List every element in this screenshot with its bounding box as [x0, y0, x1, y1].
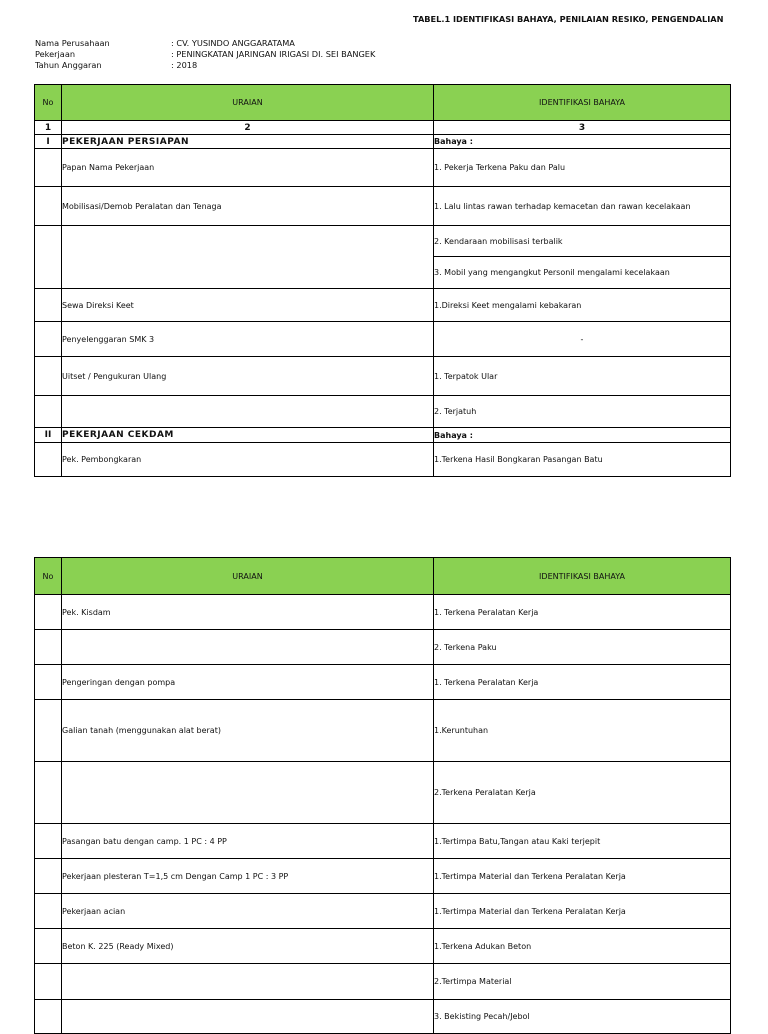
header-uraian: URAIAN: [62, 85, 434, 121]
meta-label: Nama Perusahaan: [35, 38, 110, 48]
row-uraian: Beton K. 225 (Ready Mixed): [62, 929, 434, 964]
meta-value: : CV. YUSINDO ANGGARATAMA: [171, 38, 295, 48]
row-hazard: 1.Tertimpa Batu,Tangan atau Kaki terjepit: [434, 824, 731, 859]
row-number: [35, 357, 62, 396]
row-number: [35, 665, 62, 700]
row-uraian: [62, 226, 434, 289]
row-hazard: 1. Pekerja Terkena Paku dan Palu: [434, 149, 731, 187]
row-hazard: 1. Lalu lintas rawan terhadap kemacetan dan rawan kecelakaan: [434, 187, 731, 226]
row-number: [35, 289, 62, 322]
header-no: No: [35, 85, 62, 121]
row-hazard: 1.Direksi Keet mengalami kebakaran: [434, 289, 731, 322]
section-hazard-label: Bahaya :: [434, 135, 731, 149]
row-uraian: Pasangan batu dengan camp. 1 PC : 4 PP: [62, 824, 434, 859]
row-uraian: Mobilisasi/Demob Peralatan dan Tenaga: [62, 187, 434, 226]
row-hazard: 2.Tertimpa Material: [434, 964, 731, 1000]
row-number: [35, 762, 62, 824]
document-meta: [35, 38, 375, 71]
table-row: [35, 226, 731, 257]
table-row: [35, 762, 731, 824]
row-uraian: [62, 630, 434, 665]
table-row: [35, 700, 731, 762]
row-hazard: 1.Keruntuhan: [434, 700, 731, 762]
row-hazard: 2. Terjatuh: [434, 396, 731, 428]
section-title: PEKERJAAN CEKDAM: [62, 428, 434, 443]
row-number: [35, 1000, 62, 1034]
row-uraian: [62, 396, 434, 428]
meta-row-year: [35, 60, 375, 71]
header-identifikasi: IDENTIFIKASI BAHAYA: [434, 558, 731, 595]
table-row: [35, 322, 731, 357]
table-row: [35, 894, 731, 929]
header-uraian: URAIAN: [62, 558, 434, 595]
row-hazard: 1.Tertimpa Material dan Terkena Peralatan Kerja: [434, 894, 731, 929]
row-number: [35, 964, 62, 1000]
table-row: [35, 396, 731, 428]
meta-label: Tahun Anggaran: [35, 60, 102, 70]
section-hazard-label: Bahaya :: [434, 428, 731, 443]
row-hazard: 1. Terkena Peralatan Kerja: [434, 595, 731, 630]
meta-label: Pekerjaan: [35, 49, 76, 59]
row-number: [35, 595, 62, 630]
row-uraian: [62, 762, 434, 824]
row-hazard: 2. Kendaraan mobilisasi terbalik: [434, 226, 731, 257]
hazard-table-1: [34, 84, 731, 477]
table-row: [35, 289, 731, 322]
row-hazard: 3. Bekisting Pecah/Jebol: [434, 1000, 731, 1034]
row-number: [35, 824, 62, 859]
row-number: [35, 859, 62, 894]
table-row: [35, 929, 731, 964]
table-row: [35, 443, 731, 477]
row-uraian: Pekerjaan plesteran T=1,5 cm Dengan Camp 1 PC : 3 PP: [62, 859, 434, 894]
table-header-row: [35, 558, 731, 595]
row-number: [35, 929, 62, 964]
table-header-row: [35, 85, 731, 121]
table-row: [35, 1000, 731, 1034]
section-row: [35, 135, 731, 149]
row-uraian: Sewa Direksi Keet: [62, 289, 434, 322]
header-no: No: [35, 558, 62, 595]
row-hazard: 1.Tertimpa Material dan Terkena Peralatan Kerja: [434, 859, 731, 894]
column-number: 2: [62, 121, 434, 135]
hazard-table-2: [34, 557, 731, 1034]
row-number: [35, 322, 62, 357]
table-row: [35, 665, 731, 700]
row-number: [35, 443, 62, 477]
row-uraian: [62, 1000, 434, 1034]
row-hazard: -: [434, 322, 731, 357]
row-uraian: Galian tanah (menggunakan alat berat): [62, 700, 434, 762]
row-hazard: 1.Terkena Adukan Beton: [434, 929, 731, 964]
row-hazard: 1. Terpatok Ular: [434, 357, 731, 396]
header-identifikasi: IDENTIFIKASI BAHAYA: [434, 85, 731, 121]
row-hazard: 1. Terkena Peralatan Kerja: [434, 665, 731, 700]
section-number: II: [35, 428, 62, 443]
table-row: [35, 824, 731, 859]
row-hazard: 1.Terkena Hasil Bongkaran Pasangan Batu: [434, 443, 731, 477]
section-number: I: [35, 135, 62, 149]
table-row: [35, 964, 731, 1000]
row-hazard: 2. Terkena Paku: [434, 630, 731, 665]
table-row: [35, 595, 731, 630]
row-uraian: Papan Nama Pekerjaan: [62, 149, 434, 187]
column-number: 1: [35, 121, 62, 135]
row-uraian: Pengeringan dengan pompa: [62, 665, 434, 700]
row-uraian: Pekerjaan acian: [62, 894, 434, 929]
row-hazard: 3. Mobil yang mengangkut Personil mengalami kecelakaan: [434, 257, 731, 289]
column-number: 3: [434, 121, 731, 135]
row-uraian: Uitset / Pengukuran Ulang: [62, 357, 434, 396]
table-row: [35, 630, 731, 665]
row-number: [35, 700, 62, 762]
section-row: [35, 428, 731, 443]
section-title: PEKERJAAN PERSIAPAN: [62, 135, 434, 149]
row-hazard: 2.Terkena Peralatan Kerja: [434, 762, 731, 824]
row-uraian: [62, 964, 434, 1000]
row-number: [35, 630, 62, 665]
row-number: [35, 149, 62, 187]
row-number: [35, 396, 62, 428]
table-row: [35, 357, 731, 396]
meta-row-company: [35, 38, 375, 49]
row-uraian: Pek. Kisdam: [62, 595, 434, 630]
meta-row-work: [35, 49, 375, 60]
row-number: [35, 187, 62, 226]
column-number-row: [35, 121, 731, 135]
row-number: [35, 226, 62, 289]
table-row: [35, 187, 731, 226]
row-uraian: Pek. Pembongkaran: [62, 443, 434, 477]
table-row: [35, 859, 731, 894]
document-title: TABEL.1 IDENTIFIKASI BAHAYA, PENILAIAN RESIKO, PENGENDALIAN: [413, 14, 724, 24]
meta-value: : PENINGKATAN JARINGAN IRIGASI DI. SEI BANGEK: [171, 49, 376, 59]
row-number: [35, 894, 62, 929]
table-row: [35, 149, 731, 187]
meta-value: : 2018: [171, 60, 198, 70]
row-uraian: Penyelenggaran SMK 3: [62, 322, 434, 357]
